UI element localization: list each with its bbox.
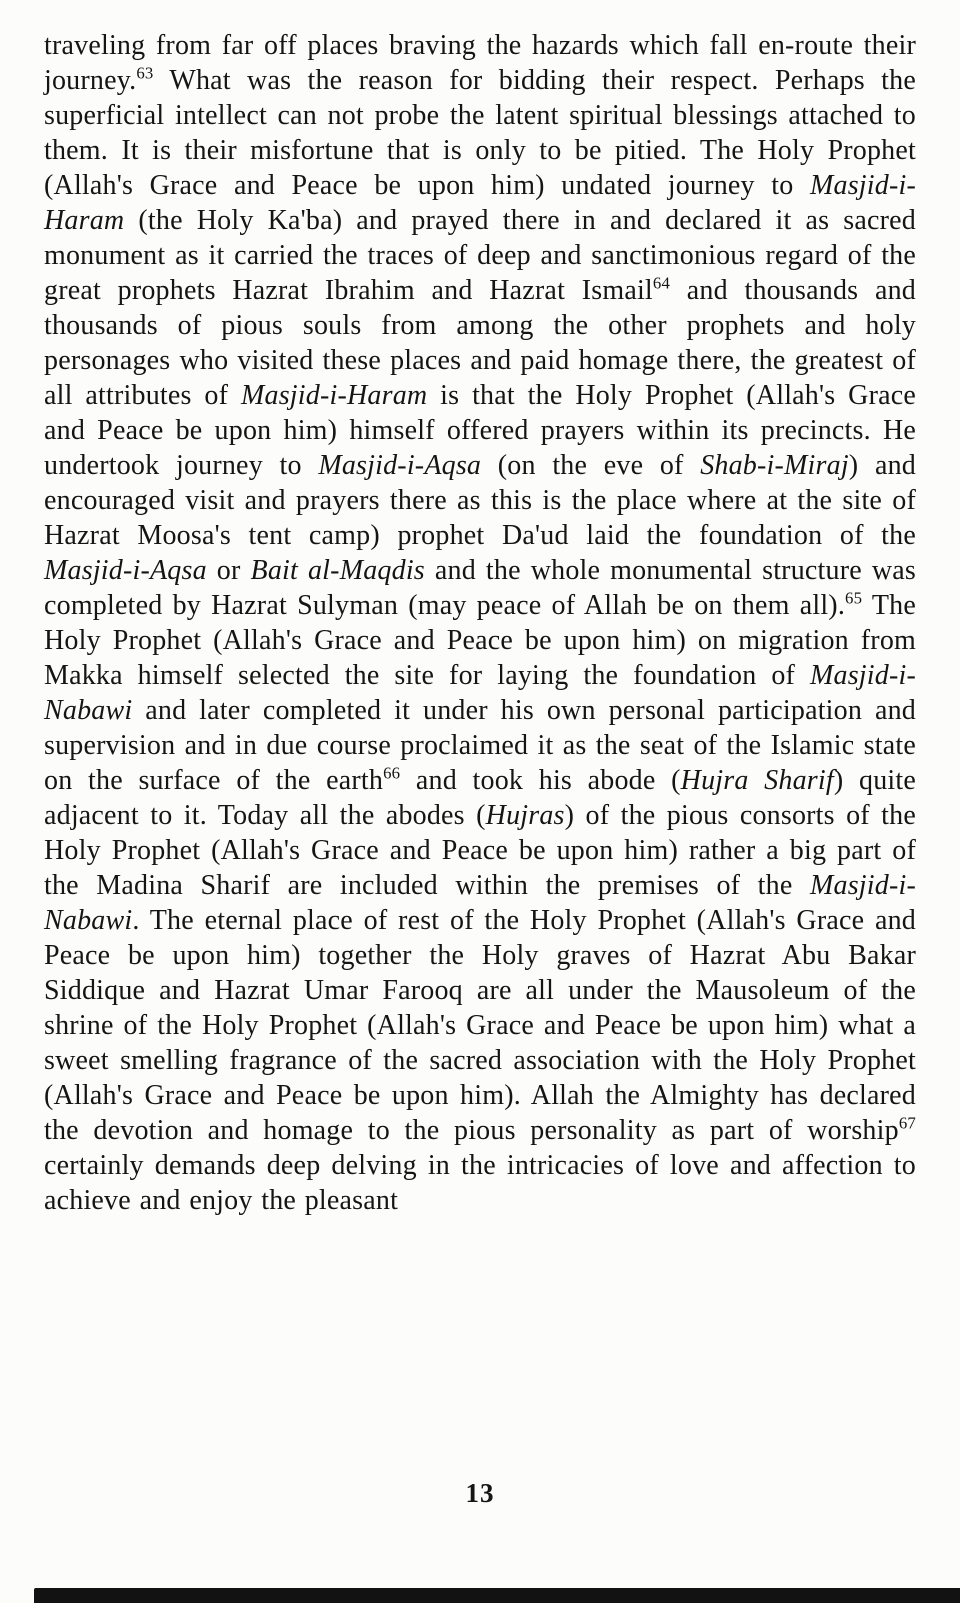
body-paragraph: traveling from far off places braving the hazards which fall en-route their journey.$^{63}$ What was the reason for bidding their respect. Perhaps the superficial intellect can not probe the latent spiritual blessings attached to them. It is their misfortune that is only to be pitied. The Holy Prophet (Allah's Grace and Peace be upon him) undated journey to Masjid-i-Haram (the Holy Ka'ba) and prayed there in and declared it as sacred monument as it carried the traces of deep and sanctimonious regard of the great prophets Hazrat Ibrahim and Hazrat Ismail$^{64}$ and thousands and thousands of pious souls from among the other prophets and holy personages who visited these places and paid homage there, the greatest of all attributes of Masjid-i-Haram is that the Holy Prophet (Allah's Grace and Peace be upon him) himself offered prayers within its precincts. He undertook journey to Masjid-i-Aqsa (on the eve of Shab-i-Miraj) and encouraged visit and prayers there as this is the place where at the site of Hazrat Moosa's tent camp) prophet Da'ud laid the foundation of the Masjid-i-Aqsa or Bait al-Maqdis and the whole monumental structure was completed by Hazrat Sulyman (may peace of Allah be on them all).$^{65}$ The Holy Prophet (Allah's Grace and Peace be upon him) on migration from Makka himself selected the site for laying the foundation of Masjid-i-Nabawi and later completed it under his own personal participation and supervision and in due course proclaimed it as the seat of the Islamic state on the surface of the earth$^{66}$ and took his abode (Hujra Sharif) quite adjacent to it. Today all the abodes (Hujras) of the pious consorts of the Holy Prophet (Allah's Grace and Peace be upon him) rather a big part of the Madina Sharif are included within the premises of the Masjid-i-Nabawi. The eternal place of rest of the Holy Prophet (Allah's Grace and Peace be upon him) together the Holy graves of Hazrat Abu Bakar Siddique and Hazrat Umar Farooq are all under the Mausoleum of the shrine of the Holy Prophet (Allah's Grace and Peace be upon him) what a sweet smelling fragrance of the sacred association with the Holy Prophet (Allah's Grace and Peace be upon him). Allah the Almighty has declared the devotion and homage to the pious personality as part of worship$^{67}$ certainly demands deep delving in the intricacies of love and affection to achieve and enjoy the pleasant: [44, 30, 916, 1216]
page-number: 13: [465, 1478, 495, 1508]
scan-edge-artifact: [34, 1588, 960, 1603]
